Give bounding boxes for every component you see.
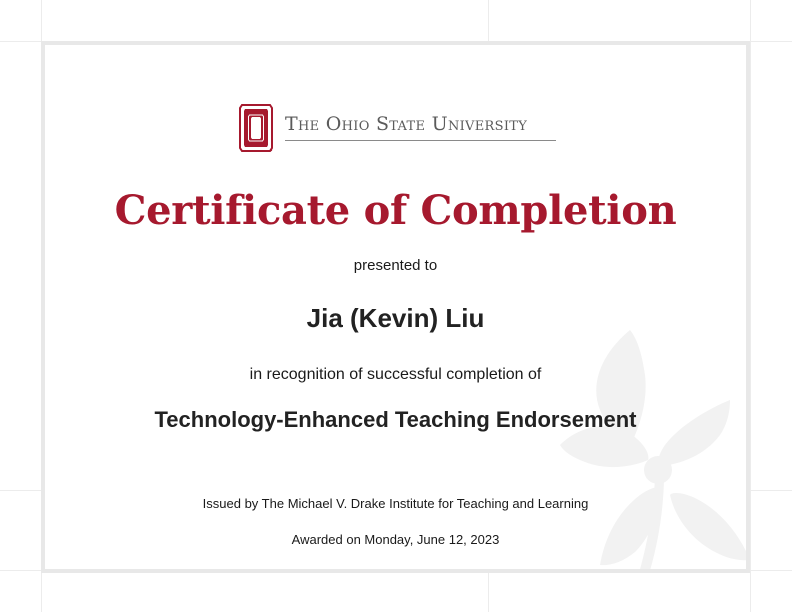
university-name: The Ohio State University	[285, 113, 528, 135]
program-name: Technology-Enhanced Teaching Endorsement	[154, 407, 637, 432]
issued-by-text: Issued by The Michael V. Drake Institute for Teaching and Learning	[202, 496, 589, 511]
certificate-title: Certificate of Completion	[114, 187, 677, 234]
recipient-name: Jia (Kevin) Liu	[306, 303, 485, 333]
block-o-icon	[238, 103, 274, 153]
university-name-underline	[285, 140, 556, 141]
presented-to-text: presented to	[353, 257, 438, 274]
university-logo	[45, 103, 746, 153]
certificate-frame	[41, 41, 750, 573]
recognition-text: in recognition of successful completion of	[249, 366, 542, 383]
guide-line	[750, 0, 751, 612]
awarded-date-text: Awarded on Monday, June 12, 2023	[291, 532, 500, 547]
